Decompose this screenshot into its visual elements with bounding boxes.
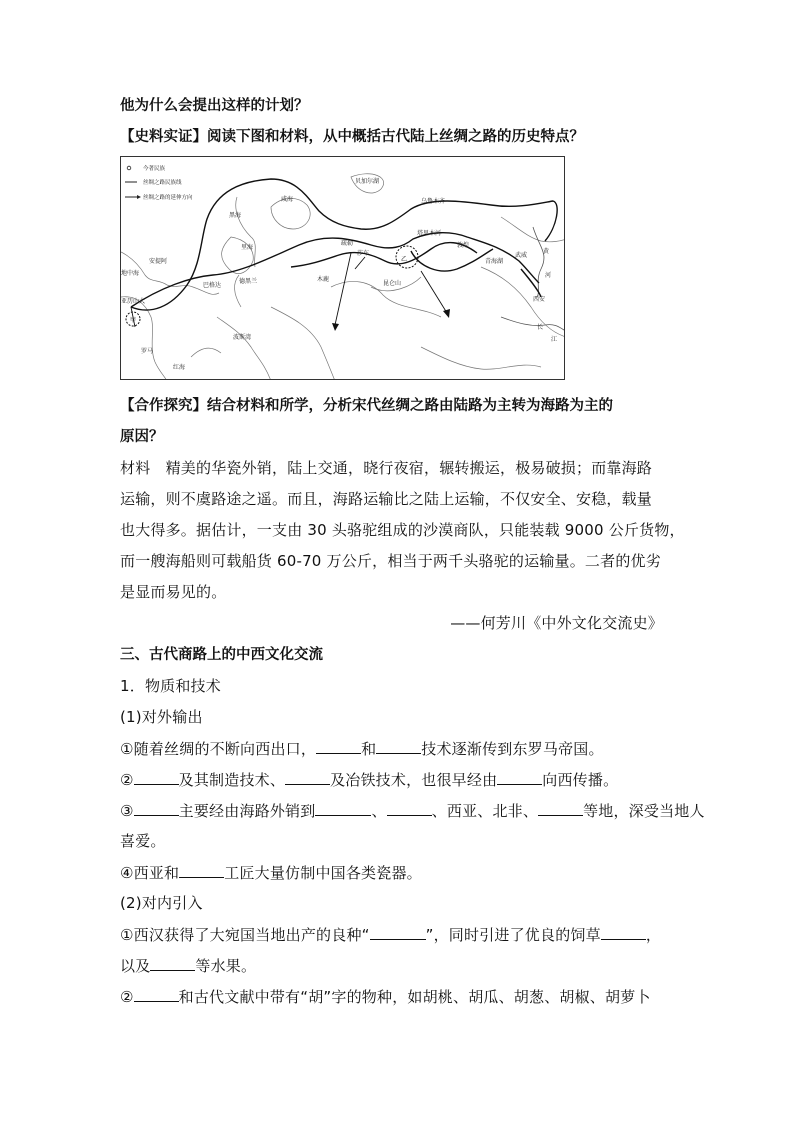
map-label: 乌鲁木齐 — [421, 198, 446, 205]
answer-blank[interactable] — [134, 986, 179, 1002]
question-line: 他为什么会提出这样的计划？ — [120, 98, 309, 114]
answer-blank[interactable] — [150, 955, 195, 971]
map-label: 巴格达 — [203, 282, 222, 289]
fill-blank-line: ② 及其制造技术、 及冶铁技术，也很早经由 向西传播。 — [120, 771, 619, 789]
map-label: 波斯湾 — [233, 334, 252, 341]
answer-blank[interactable] — [134, 769, 179, 785]
map-terrain — [121, 174, 565, 380]
map-label: 塔里木河 — [417, 230, 442, 237]
map-label: 亚历山大 — [121, 298, 146, 305]
map-label: 昆仑山 — [383, 280, 402, 287]
answer-blank[interactable] — [370, 924, 426, 940]
map-label: 黑海 — [229, 212, 242, 219]
subheading: (2)对内引入 — [120, 894, 203, 912]
map-label: 敦煌 — [457, 242, 470, 249]
map-label: 西安 — [533, 296, 546, 303]
fill-blank-line: ①西汉获得了大宛国当地出产的良种“ ”，同时引进了优良的饲草 ， — [120, 926, 662, 944]
answer-blank[interactable] — [601, 924, 646, 940]
map-label: 安提阿 — [149, 258, 168, 265]
answer-blank[interactable] — [134, 800, 179, 816]
map-label: 贝加尔湖 — [355, 178, 380, 185]
map-label: 德黑兰 — [239, 278, 258, 285]
map-label: 长 — [537, 324, 544, 331]
map-label: 木鹿 — [317, 276, 330, 283]
material-line: 材料 精美的华瓷外销，陆上交通，晓行夜宿，辗转搬运，极易破损；而靠海路 — [120, 459, 653, 477]
map-label: 里海 — [241, 244, 254, 251]
map-label: 武威 — [515, 252, 528, 259]
answer-blank[interactable] — [538, 800, 583, 816]
map-label: 黄 — [543, 248, 550, 255]
legend-item: 丝绸之路民族线 — [143, 180, 182, 186]
map-label: 地中海 — [121, 270, 140, 277]
subheading: (1)对外输出 — [120, 708, 203, 726]
legend-item: 丝绸之路的延伸方向 — [143, 195, 193, 201]
map-label-jia: 甲 — [130, 317, 137, 324]
fill-blank-line: ④西亚和 工匠大量仿制中国各类瓷器。 — [120, 864, 422, 882]
material-line: 也大得多。据估计，一支由 30 头骆驼组成的沙漠商队，只能装载 9000 公斤货物， — [120, 521, 685, 539]
answer-blank[interactable] — [376, 738, 421, 754]
material-line: 而一艘海船则可载船货 60-70 万公斤，相当于两千头骆驼的运输量。二者的优劣 — [120, 552, 661, 570]
question-shiliao: 【史料实证】阅读下图和材料，从中概括古代陆上丝绸之路的历史特点？ — [120, 129, 584, 145]
citation: ——何芳川《中外文化交流史》 — [450, 614, 663, 632]
fill-blank-line: 喜爱。 — [120, 832, 166, 850]
map-label: 红海 — [173, 364, 186, 371]
map-label: 青海湖 — [485, 258, 504, 265]
answer-blank[interactable] — [316, 738, 361, 754]
map-legend — [125, 164, 193, 201]
fill-blank-line: ② 和古代文献中带有“胡”字的物种，如胡桃、胡瓜、胡葱、胡椒、胡萝卜 — [120, 988, 651, 1006]
map-label: 河 — [545, 272, 552, 279]
material-line: 运输，则不虞路途之遥。而且，海路运输比之陆上运输，不仅安全、安稳，载量 — [120, 490, 653, 508]
answer-blank[interactable] — [387, 800, 432, 816]
map-label: 咸海 — [281, 196, 294, 203]
fill-blank-line: ③ 主要经由海路外销到 、 、西亚、北非、 等地，深受当地人 — [120, 802, 705, 820]
answer-blank[interactable] — [285, 769, 330, 785]
answer-blank[interactable] — [497, 769, 542, 785]
map-label-yi: 乙 — [401, 256, 408, 263]
map-label: 江 — [551, 336, 558, 343]
map-label: 疏勒 — [341, 240, 354, 247]
question-hezuo: 【合作探究】结合材料和所学，分析宋代丝绸之路由陆路为主转为海路为主的 — [120, 398, 613, 414]
map-label: 罗马 — [141, 348, 154, 355]
fill-blank-line: ①随着丝绸的不断向西出口， 和 技术逐渐传到东罗马帝国。 — [120, 740, 604, 758]
question-hezuo-cont: 原因？ — [120, 429, 164, 445]
silk-road-map — [120, 156, 565, 380]
map-label: 莎车 — [357, 250, 370, 257]
answer-blank[interactable] — [179, 862, 224, 878]
section-heading: 三、古代商路上的中西文化交流 — [120, 647, 323, 663]
answer-blank[interactable] — [315, 800, 371, 816]
material-line: 是显而易见的。 — [120, 583, 227, 601]
fill-blank-line: 以及 等水果。 — [120, 957, 257, 975]
subheading: 1．物质和技术 — [120, 677, 221, 695]
legend-item: 今著民族 — [143, 166, 166, 172]
